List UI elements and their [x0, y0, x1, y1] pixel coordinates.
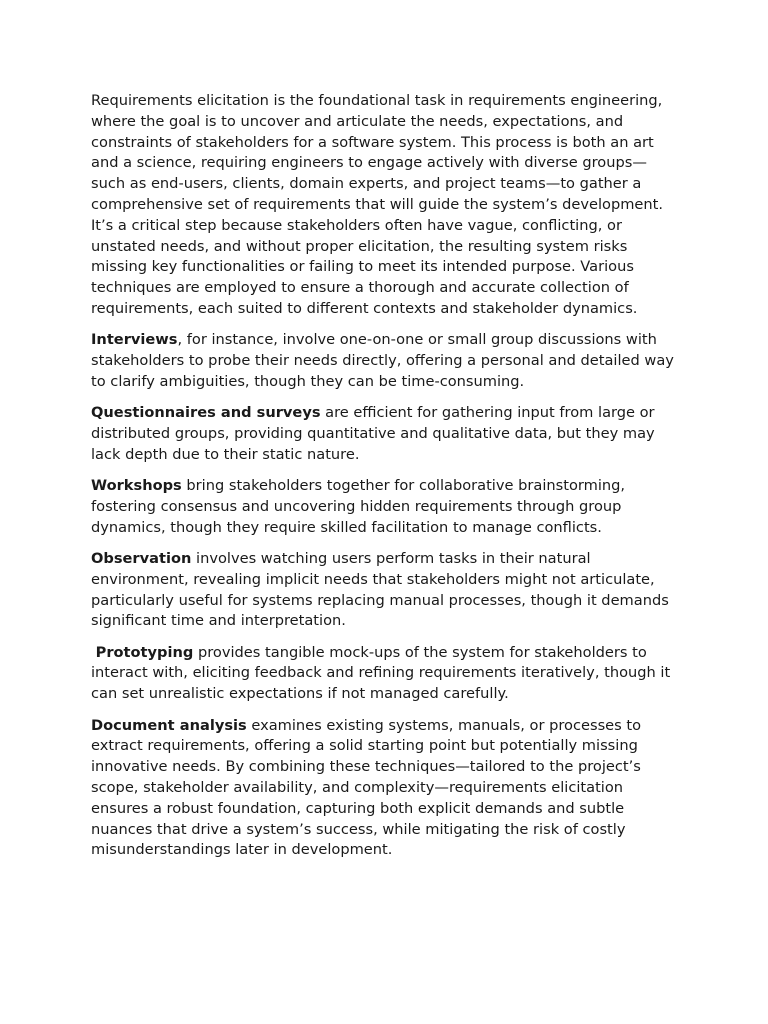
text-prototyping: provides tangible mock-ups of the system for stakeholders to interact with, eliciting feedback and refining requirements iteratively, though it can set unrealistic expectations if not managed carefully. [91, 643, 671, 703]
document-body [91, 91, 681, 872]
text-workshops: bring stakeholders together for collaborative brainstorming, fostering consensus and uncovering hidden requirements through group dynamics, though they require skilled facilitation to manage conflicts. [91, 477, 626, 536]
text-document-analysis: examines existing systems, manuals, or processes to extract requirements, offering a solid starting point but potentially missing innovative needs. By combining these techniques—tailored to the project’s scope, stakeholder availability, and complexity—requirements elicitation ensures a robust foundation, capturing both explicit demands and subtle nuances that drive a system’s success, while mitigating the risk of costly misunderstandings later in development. [91, 716, 642, 859]
intro-paragraph: Requirements elicitation is the foundational task in requirements engineering, where the goal is to uncover and articulate the needs, expectations, and constraints of stakeholders for a software system. This process is both an art and a science, requiring engineers to engage actively with diverse groups—such as end-users, clients, domain experts, and project teams—to gather a comprehensive set of requirements that will guide the system’s development. It’s a critical step because stakeholders often have vague, conflicting, or unstated needs, and without proper elicitation, the resulting system risks missing key functionalities or failing to meet its intended purpose. Various techniques are employed to ensure a thorough and accurate collection of requirements, each suited to different contexts and stakeholder dynamics. [91, 92, 664, 317]
term-observation: Observation [91, 549, 192, 567]
term-questionnaires: Questionnaires and surveys [91, 404, 321, 422]
paragraph-observation [91, 549, 681, 632]
term-document-analysis: Document analysis [91, 716, 247, 734]
term-workshops: Workshops [91, 477, 182, 495]
paragraph-document-analysis [91, 716, 681, 862]
term-prototyping: Prototyping [95, 643, 194, 661]
paragraph-interviews [91, 330, 681, 392]
paragraph-workshops [91, 476, 681, 538]
text-interviews: , for instance, involve one-on-one or small group discussions with stakeholders to probe their needs directly, offering a personal and detailed way to clarify ambiguities, though they can be time-consuming. [91, 331, 674, 390]
term-interviews: Interviews [91, 331, 178, 349]
text-observation: involves watching users perform tasks in their natural environment, revealing implicit needs that stakeholders might not articulate, particularly useful for systems replacing manual processes, though it demands significant time and interpretation. [91, 549, 669, 630]
text-questionnaires: are efficient for gathering input from large or distributed groups, providing quantitative and qualitative data, but they may lack depth due to their static nature. [91, 404, 655, 463]
paragraph-prototyping [91, 643, 681, 705]
paragraph-questionnaires [91, 403, 681, 465]
